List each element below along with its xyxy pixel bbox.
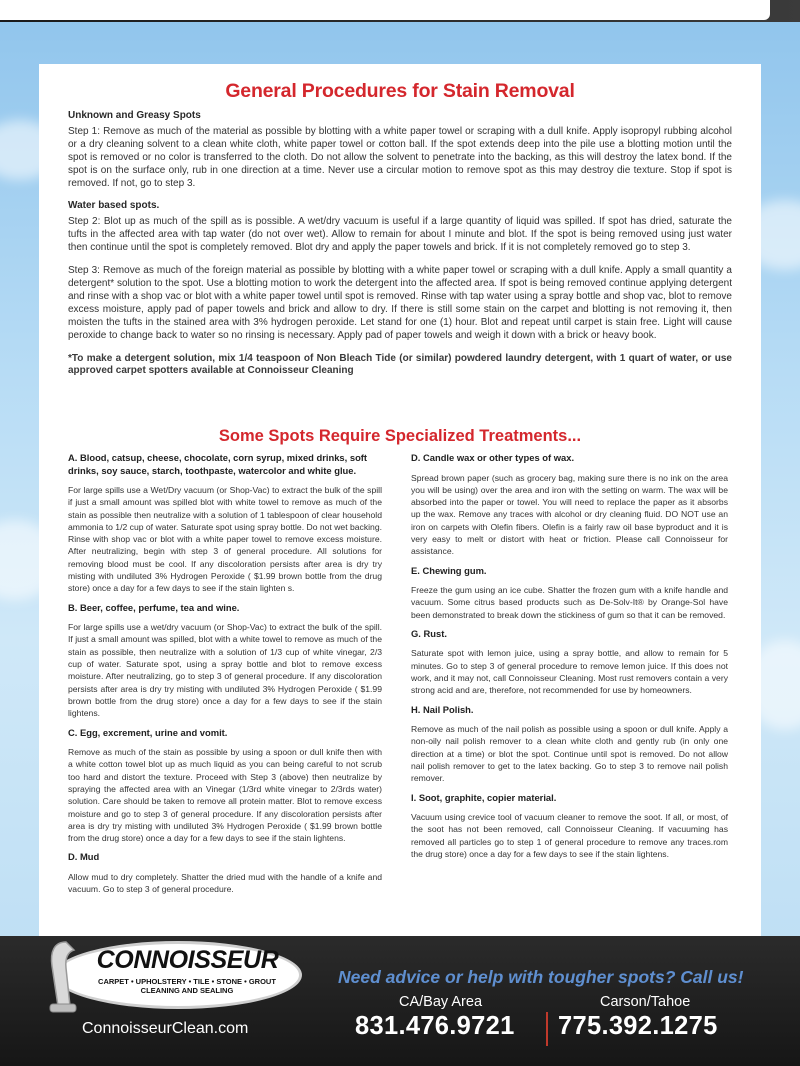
website-link[interactable]: ConnoisseurClean.com <box>82 1020 249 1037</box>
treatment-body: Freeze the gum using an ice cube. Shatter the frozen gum with a knife handle and vacuum. Some citrus based products such as De-Solv-It® by Orange-Sol have been demonstrated to break down the stickiness of gum so that it can be removed. <box>411 585 728 620</box>
treatment-heading: D. Mud <box>68 851 100 863</box>
step-2-text: Blot up as much of the spill as is possible. A wet/dry vacuum is useful if a large quantity of liquid was spilled. If spot has dried, saturate the tufts in the affected area with tap water (do not over wet). Allow to remain for about I minute and blot. If the spot is being removed using just water then continue until the spot is completely removed. Blot dry and apply the paper towels and brick. If it is not completely removed go to step 3. <box>68 216 732 254</box>
step-3 <box>68 265 732 342</box>
treatment-body: Spread brown paper (such as grocery bag, making sure there is no ink on the area you will be using) over the area and iron with the setting on warm. The wax will be absorbed into the paper or towel. You will need to replace the paper as it absorbs up the wax. Remove any traces with alcohol or dry cleaning fluid. DO NOT use an iron on carpets with Olefin fibers. Olefin is a fairly raw oil base byproduct and it is very easy to melt or distort with heat or friction. Please call Connoisseur for assistance. <box>411 472 728 557</box>
treatment-body: For large spills use a Wet/Dry vacuum (or Shop-Vac) to extract the bulk of the spill if just a small amount was spilled blot with white towel to remove as much of the stain as possible then neutralize with a solution of 1 tablespoon of clear household ammonia to 1/2 cup of water. Saturate spot using spray bottle. Do not wet backing. Rinse with shop vac or blot with a white paper towel to remove excess moisture. After neutralizing, begin with step 3 of general procedure. All solutions for removing blood must be cool. If any discoloration persists after area is dry try misting with undiluted 3% Hydrogen Peroxide ( $1.99 brown bottle from the drug store) once a day for a few days to see if the stain lighten s. <box>68 485 382 594</box>
region-carson-tahoe: Carson/Tahoe <box>600 994 691 1010</box>
step-3-label: Step 3: <box>68 265 100 277</box>
treatment-heading: C. Egg, excrement, urine and vomit. <box>68 726 228 738</box>
specialized-treatments-title: Some Spots Require Specialized Treatments... <box>218 427 582 445</box>
treatment-body: Vacuum using crevice tool of vacuum cleaner to remove the soot. If all, or most, of the soot has not been removed, call Connoisseur Cleaning. If vacuuming has removed all particles go to step 1 of general procedure to remove any traces.rom the drug store) once a day for a few days to see if the stain lightens. <box>411 812 728 860</box>
treatments-right-column <box>411 452 728 867</box>
phone-divider <box>546 1012 548 1046</box>
region-ca-bay-area: CA/Bay Area <box>399 994 483 1010</box>
section-heading-water-based: Water based spots. <box>68 200 160 212</box>
logo-tagline <box>82 977 292 995</box>
treatment-heading: E. Chewing gum. <box>411 564 487 576</box>
step-1 <box>68 126 732 191</box>
detergent-note: *To make a detergent solution, mix 1/4 teaspoon of Non Bleach Tide (or similar) powdered laundry detergent, with 1 quart of water, or use approved carpet spotters available at Connoisseur Cleaning <box>68 352 732 377</box>
phone-ca-bay-area[interactable]: 831.476.9721 <box>355 1012 515 1040</box>
footer-banner <box>0 936 800 1066</box>
document-title: General Procedures for Stain Removal <box>225 80 575 102</box>
treatment-body: Remove as much of the stain as possible by using a spoon or dull knife then with a white cotton towel blot up as much liquid as you can being careful to not scrub too hard and distort the texture. Proceed with Step 3 (above) then neutralize by spraying the affected area with an Vinegar (1/3rd white vinegar to 2/3rds water) solution. Care should be taken to remove all protein matter. Blot to remove excess moisture and go to step 3 of general procedure. If any discoloration persists after area is dry try misting with undiluted 3% Hydrogen Peroxide ( $1.99 brown bottle from the drug store) once a day for a few days to see if the stain lightens. <box>68 747 382 844</box>
treatments-left-column <box>68 452 382 903</box>
step-2 <box>68 216 732 255</box>
treatment-body: Remove as much of the nail polish as possible using a spoon or dull knife. Apply a non-oily nail polish remover to a clean white cloth and gently rub (in only one direction at a time) or blot the spot. Continue until spot is removed. Do not allow nail polish remover to get to the latex backing. Go to step 3 to remove nail polish remover. <box>411 724 728 784</box>
treatment-body: Allow mud to dry completely. Shatter the dried mud with the handle of a knife and vacuum. Go to step 3 of general procedure. <box>68 871 382 895</box>
treatment-heading: D. Candle wax or other types of wax. <box>411 452 575 463</box>
phone-carson-tahoe[interactable]: 775.392.1275 <box>558 1012 718 1040</box>
treatment-heading: H. Nail Polish. <box>411 703 474 715</box>
top-bar <box>0 0 800 22</box>
top-tab <box>0 0 770 20</box>
treatment-body: For large spills use a wet/dry vacuum (or Shop-Vac) to extract the bulk of the spill. If just a small amount was spilled, blot with a white towel to remove as much of the stain as possible, then neutralize with a solution of 1/3 cup of white vinegar, 2/3 cup of water. Saturate spot, using a spray bottle and blot to remove excess moisture. After neutralizing, go to step 3 of general procedure. If any discoloration persists after area is dry try misting with undiluted 3% Hydrogen Peroxide ( $1.99 brown bottle from the drug store) once a day for a few days to see if the stain lightens. <box>68 622 382 719</box>
treatment-heading: A. Blood, catsup, cheese, chocolate, corn syrup, mixed drinks, soft drinks, soy sauce, starch, toothpaste, watercolor and white glue. <box>68 452 368 476</box>
treatment-heading: G. Rust. <box>411 627 447 639</box>
call-to-action: Need advice or help with tougher spots? Call us! <box>338 967 744 987</box>
logo-tagline-line: CLEANING AND SEALING <box>140 986 234 995</box>
treatment-body: Saturate spot with lemon juice, using a spray bottle, and allow to remain for 5 minutes. Go to step 3 of general procedure to remove lemon juice. If this does not work, and it may not, call Connoisseur Cleaning. Most rust removers contain a very strong acid and are, therefore, not recommended for use by homeowners. <box>411 648 728 696</box>
stain-guide-document <box>39 64 761 936</box>
logo-name: CONNOISSEUR <box>96 946 279 974</box>
treatment-heading: B. Beer, coffee, perfume, tea and wine. <box>68 601 240 613</box>
section-heading-unknown-greasy: Unknown and Greasy Spots <box>68 110 201 121</box>
logo-tagline-line: CARPET • UPHOLSTERY • TILE • STONE • GROUT <box>98 977 276 986</box>
general-procedures <box>68 110 732 388</box>
step-1-text: Remove as much of the material as possible by blotting with a white paper towel or scraping with a dull knife. Apply isopropyl rubbing alcohol or a dry cleaning solvent to a clean white cloth, white paper towel or cotton ball. If the spot extends deep into the pile use a blotting motion until the spot is removed or no color is transferred to the cloth. Do not allow the solvent to penetrate into the backing, as this will destroy the latex bond. If the spot is on the surface only, rub in one direction at a time. Never use a circular motion to remove spot as this may destroy die texture. Stop if spot is removed. If not, go to step 3. <box>68 125 733 189</box>
treatment-heading: I. Soot, graphite, copier material. <box>411 791 557 803</box>
step-2-label: Step 2: <box>68 216 101 228</box>
step-1-label: Step 1: <box>68 125 101 137</box>
step-3-text: Remove as much of the foreign material as possible by blotting with a white paper towel or scraping with a dull knife. Apply a small quantity a detergent* solution to the spot. Use a blotting motion to work the detergent into the affected area. If spot is being removed continue applying detergent and rinse with a shop vac or blot with a white paper towel until spot is removed. Rinse with tap water using a spray bottle and shop vac, blot to remove excess moisture, apply pad of paper towels and brick and allow to dry. If there is still some stain on the carpet and blotting is not removing it, then moisten the tufts in the stained area with 3% hydrogen peroxide. Let stand for one (1) hour. Blot and repeat until carpet is stain free. Light will cause peroxide to change back to water so no rinsing is necessary. Apply pad of paper towels and weigh it down with a brick or heavy book. <box>68 265 732 341</box>
